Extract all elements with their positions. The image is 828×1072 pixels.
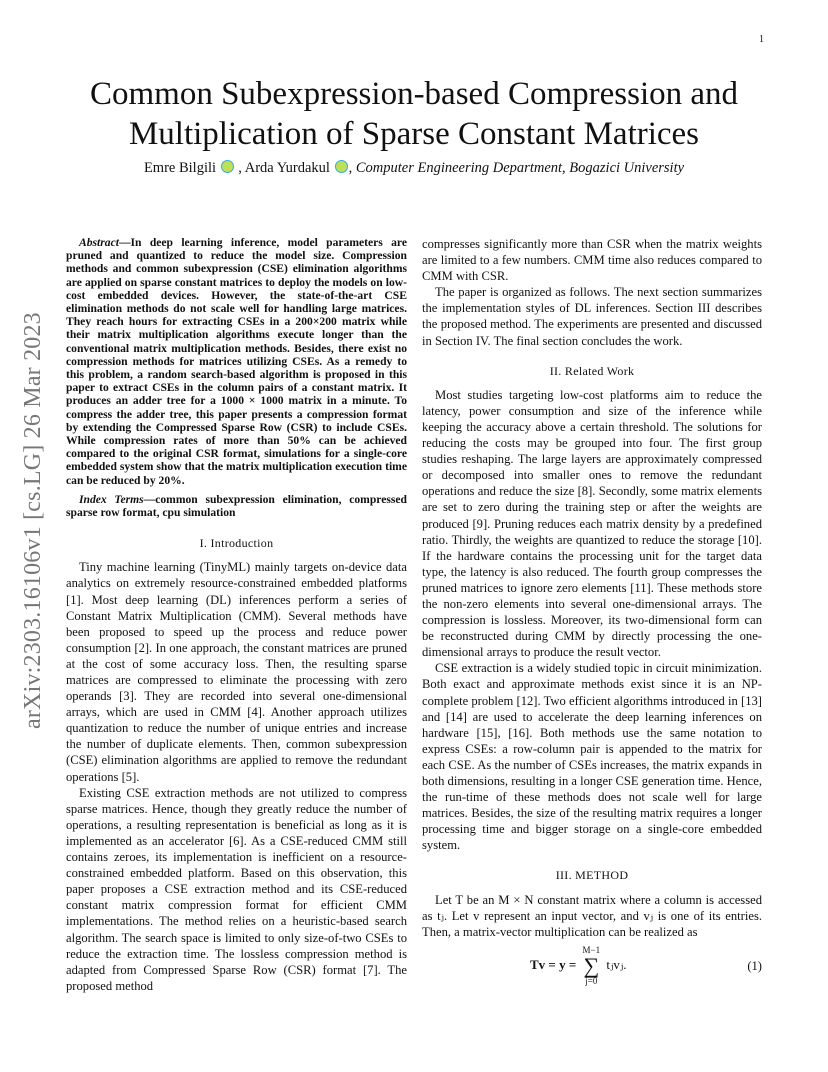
abstract-label: Abstract bbox=[79, 236, 119, 249]
page-number: 1 bbox=[759, 34, 764, 45]
sum-sign: ∑ bbox=[583, 952, 600, 978]
affiliation: Computer Engineering Department, Bogazici University bbox=[355, 160, 685, 176]
author-line bbox=[80, 159, 748, 177]
section-heading-introduction: I. Introduction bbox=[199, 536, 274, 551]
sum-lower-limit: j=0 bbox=[585, 975, 598, 986]
equation-lhs: Tv = y = bbox=[530, 956, 580, 972]
equation-body bbox=[530, 946, 627, 986]
section-heading-method: III. METHOD bbox=[555, 868, 629, 883]
section-heading-related-work: II. Related Work bbox=[549, 363, 635, 378]
paragraph: compresses significantly more than CSR when the matrix weights are limited to a few numbers. CMM time also reduces compared to CMM with CSR. bbox=[422, 237, 762, 284]
paragraph: Tiny machine learning (TinyML) mainly targets on-device data analytics on extremely resource-constrained embedded platforms [1]. Most deep learning (DL) inferences perform a series of Constant Matrix Multiplication (CMM). Several methods have been proposed to speed up the process and reduce power consumption [2]. In one approach, the constant matrices are pruned at the cost of some accuracy loss. Then, the resulting sparse matrices are compressed to eliminate the processing with zero operands [3]. They are recorded into several one-dimensional arrays, which are used in CMM [4]. Another approach utilizes quantization to reduce the number of unique entries and increase the number of duplicate elements. Then, common subexpression (CSE) elimination algorithms are applied to remove the redundant operations [5]. bbox=[66, 560, 407, 784]
sum-upper-limit: M−1 bbox=[582, 944, 601, 955]
author-separator: , bbox=[234, 160, 245, 176]
author-separator: , bbox=[348, 160, 353, 176]
paragraph: CSE extraction is a widely studied topic in circuit minimization. Both exact and approximate methods exist since it is an NP-complete problem [12]. Two efficient algorithms introduced in [13] and [14] are used to accelerate the deep learning inferences on hardware [15], [16]. Both methods use the same notation to express CSEs: a row-column pair is appended to the matrix for each CSE. As the number of CSEs increases, the matrix expands in both dimensions, resulting in a longer CSE generation time. Hence, the run-time of these methods does not scale well for large matrices. Besides, the size of the resulting matrix requires a longer processing time and bigger storage on a single-core embedded system. bbox=[422, 661, 762, 853]
orcid-icon[interactable] bbox=[221, 160, 234, 173]
author-name: Arda Yurdakul bbox=[244, 160, 330, 176]
paragraph: Let T be an M × N constant matrix where a column is accessed as tⱼ. Let v represent an input vector, and vⱼ is one of its entries. Then, a matrix-vector multiplication can be realized as bbox=[422, 892, 762, 939]
equation-rhs: tⱼvⱼ. bbox=[606, 956, 627, 972]
index-terms bbox=[66, 493, 407, 519]
paragraph: Existing CSE extraction methods are not utilized to compress sparse matrices. Hence, though they greatly reduce the number of operations, a resulting representation is beneficial as long as it is implemented as an accelerator [6]. As a CSE-reduced CMM still contains zeroes, its implementation is inefficient on a resource-constrained embedded platform. Based on this observation, this paper proposes a CSE extraction method and its CSE-reduced constant matrix compression format for efficient CMM implementations. The method relies on a heuristic-based search algorithm. The search space is limited to only size-of-two CSEs to reduce the extraction time. The lossless compression method is adapted from Compressed Sparse Row (CSR) format [7]. The proposed method bbox=[66, 785, 407, 993]
equation-1 bbox=[422, 946, 762, 986]
abstract-text: —In deep learning inference, model parameters are pruned and quantized to reduce the model size. Compression methods and common subexpression (CSE) elimination algorithms are applied on sparse constant matrices to deploy the models on low-cost embedded devices. However, the state-of-the-art CSE elimination methods do not scale well for handling large matrices. They reach hours for extracting CSEs in a 200×200 matrix while their matrix multiplication algorithms execute longer than the conventional matrix multiplication methods. Besides, there exist no compression methods for matrices utilizing CSEs. As a remedy to this problem, a random search-based algorithm is proposed in this paper to extract CSEs in the column pairs of a constant matrix. It produces an adder tree for a 1000 × 1000 matrix in a minute. To compress the adder tree, this paper presents a compression format by extending the Compressed Sparse Row (CSR) to include CSEs. While compression rates of more than 50% can be achieved compared to the original CSR format, simulations for a single-core embedded system show that the matrix multiplication execution time can be reduced by 20%. bbox=[66, 236, 407, 487]
arxiv-identifier: arXiv:2303.16106v1 [cs.LG] 26 Mar 2023 bbox=[20, 312, 46, 729]
right-column bbox=[422, 236, 762, 986]
index-terms-text: —common subexpression elimination, compressed sparse row format, cpu simulation bbox=[66, 492, 407, 520]
paper-title: Common Subexpression-based Compression and Multiplication of Sparse Constant Matrices bbox=[89, 76, 739, 152]
orcid-icon[interactable] bbox=[335, 160, 348, 173]
equation-number: (1) bbox=[747, 958, 762, 973]
left-column bbox=[66, 236, 407, 994]
paragraph: Most studies targeting low-cost platforms aim to reduce the latency, power consumption and size of the inference while keeping the accuracy above a certain threshold. The solutions for reducing the costs may be grouped into four. The first group studies reshaping. The large layers are approximately compressed or decomposed into smaller ones to remove the redundant operations and reduce the size [8]. Secondly, some matrix elements are set to zero during the training step or after the weights are produced [9]. Pruning reduces each matrix density by a predefined ratio. Thirdly, the weights are quantized to reduce the storage [10]. If the hardware contains the processing unit for the target data type, the latency is also reduced. The fourth group compresses the pruned matrices to ignore zero elements [11]. These methods store the non-zero elements into several one-dimensional arrays. The compression is lossless. Moreover, its two-dimensional form can be reconstructed during CMM by directly processing the one-dimensional arrays to produce the result vector. bbox=[422, 387, 762, 660]
abstract bbox=[66, 236, 407, 487]
index-terms-label: Index Terms bbox=[79, 492, 144, 506]
summation bbox=[583, 946, 601, 986]
author-name: Emre Bilgili bbox=[143, 160, 217, 176]
paragraph: The paper is organized as follows. The next section summarizes the implementation styles of DL inferences. Section III describes the proposed method. The experiments are presented and discussed in Section IV. The final section concludes the work. bbox=[422, 285, 762, 348]
